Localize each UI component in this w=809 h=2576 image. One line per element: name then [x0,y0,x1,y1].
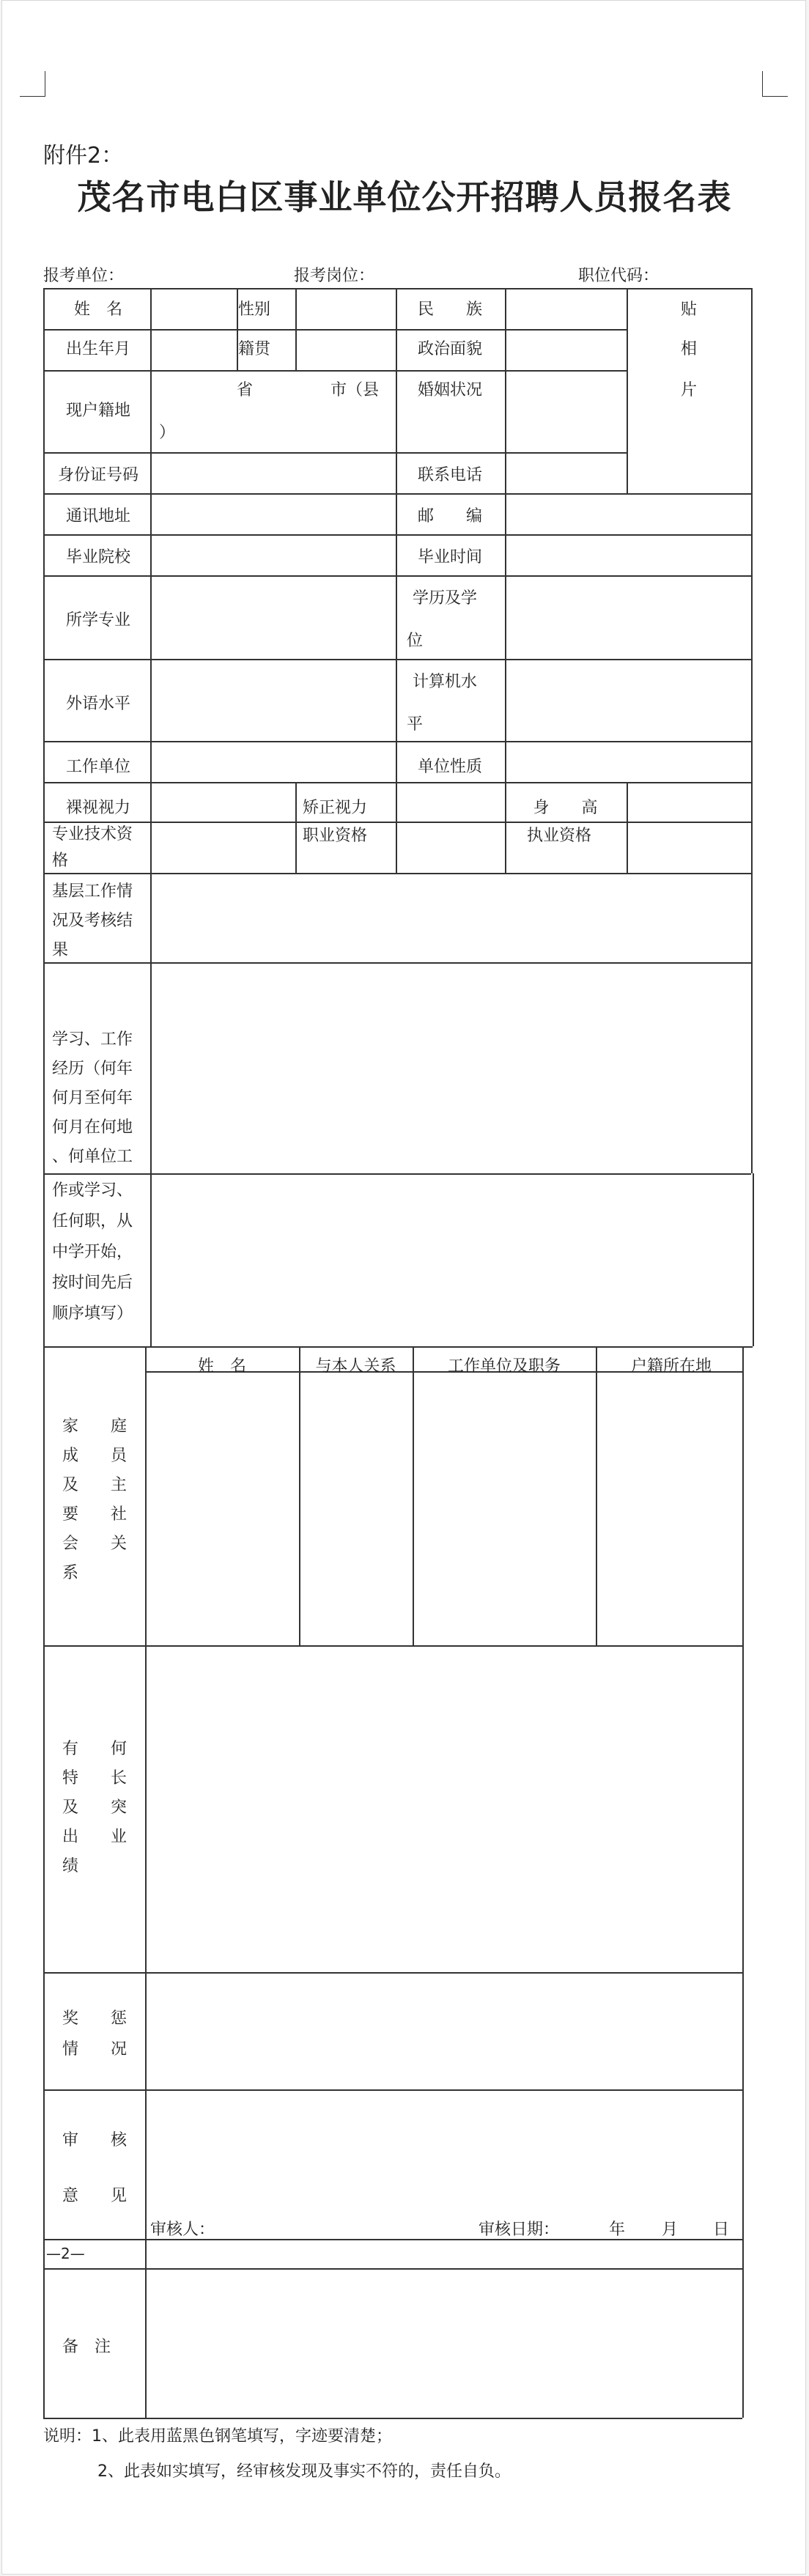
family-label-1: 家 庭 [62,1417,128,1436]
table-vline [742,1346,744,2418]
table-hline [43,2418,742,2419]
table-hline [43,370,627,372]
foreign-lang-label: 外语水平 [65,695,130,713]
header-unit-label: 报考单位： [43,267,125,285]
table-vline [43,288,45,1346]
remarks-label: 备 注 [62,2338,111,2356]
table-vline [505,288,506,493]
table-vline [150,288,152,1346]
resume-label-1: 学习、工作 [52,1030,133,1049]
family-label-3: 及 主 [62,1476,128,1494]
corrected-vision-label: 矫正视力 [303,799,368,817]
tech-quals-label-2: 格 [52,852,69,870]
table-hline [43,1173,751,1175]
practice-quals-label: 执业资格 [527,827,592,845]
table-hline [43,2268,742,2270]
computer-label-1: 计算机水 [413,673,478,691]
major-label: 所学专业 [65,611,130,630]
job-quals-label: 职业资格 [303,827,368,845]
photo-label-1: 贴 [680,300,697,319]
form-title: 茂名市电白区事业单位公开招聘人员报名表 [77,177,732,217]
reviewer-label: 审核人： [150,2221,215,2239]
tech-quals-label-1: 专业技术资 [52,825,133,844]
grad-time-label: 毕业时间 [417,548,482,567]
table-hline [43,2089,742,2091]
review-day-label: 日 [713,2221,730,2239]
attachment-label: 附件2： [43,143,124,169]
table-hline [43,741,751,742]
table-hline [43,873,751,874]
resume-label-5: 、何单位工 [52,1148,133,1166]
employer-label: 工作单位 [65,758,130,776]
table-vline [596,1346,597,1645]
resume-label-6: 作或学习、 [52,1181,133,1200]
table-vline [413,1346,414,1645]
resume-label-10: 顺序填写） [52,1304,133,1323]
family-col-household: 户籍所在地 [630,1357,712,1376]
grassroots-label-1: 基层工作情 [52,882,133,901]
strengths-label-4: 出 业 [62,1828,128,1846]
strengths-label-1: 有 何 [62,1740,128,1758]
postcode-label: 邮 编 [417,507,482,525]
table-vline [295,782,297,873]
note-line-1: 说明：1、此表用蓝黑色钢笔填写，字迹要清楚； [43,2427,392,2446]
crop-mark-top-right [762,71,788,97]
household-label: 现户籍地 [65,402,130,420]
note-line-2: 2、此表如实填写，经审核发现及事实不符的，责任自负。 [97,2462,511,2481]
table-hline [43,329,627,331]
table-hline [43,452,627,454]
grassroots-label-2: 况及考核结 [52,912,133,930]
table-hline [43,659,751,660]
strengths-label-5: 绩 [62,1857,79,1875]
header-post-label: 报考岗位： [294,267,375,285]
resume-label-9: 按时间先后 [52,1274,133,1292]
review-month-label: 月 [662,2221,679,2239]
table-vline [396,782,397,873]
document-page [1,0,806,2575]
table-vline [627,782,628,873]
strengths-label-2: 特 长 [62,1769,128,1787]
table-vline [299,1346,300,1645]
family-label-2: 成 员 [62,1447,128,1465]
table-hline [43,1346,742,1348]
table-vline [505,493,506,782]
computer-label-2: 平 [407,715,424,734]
address-label: 通讯地址 [65,507,130,525]
review-label-2: 意 见 [62,2187,128,2205]
photo-label-3: 片 [680,381,697,399]
phone-label: 联系电话 [417,466,482,484]
table-vline [295,288,297,370]
review-year-label: 年 [609,2221,626,2239]
table-hline [43,2239,742,2240]
table-vline [751,288,753,1173]
native-label: 籍贯 [238,340,271,358]
resume-label-3: 何月至何年 [52,1089,133,1107]
grassroots-label-3: 果 [52,941,69,959]
gender-label: 性别 [238,300,271,319]
table-hline [43,288,751,289]
table-hline [43,493,751,495]
naked-vision-label: 裸视视力 [65,799,130,817]
page-number: —2— [46,2245,85,2262]
crop-mark-top-left [20,71,45,97]
table-hline [43,1972,742,1974]
family-col-employer: 工作单位及职务 [447,1357,561,1376]
province-label: 省 [237,381,254,399]
ethnicity-label: 民 族 [417,300,482,319]
school-label: 毕业院校 [65,548,130,567]
height-label: 身 高 [533,799,598,817]
table-hline [43,962,751,964]
review-label-1: 审 核 [62,2131,128,2149]
table-hline [43,534,751,536]
name-label: 姓 名 [73,300,122,319]
employer-type-label: 单位性质 [417,758,482,776]
family-col-relation: 与本人关系 [315,1357,396,1376]
header-code-label: 职位代码： [578,267,660,285]
photo-label-2: 相 [680,340,697,358]
table-hline [43,575,751,577]
family-col-name: 姓 名 [197,1357,246,1376]
table-vline [753,1173,754,1346]
family-label-4: 要 社 [62,1505,128,1524]
city-label: 市（县 [330,381,380,399]
resume-label-4: 何月在何地 [52,1118,133,1137]
table-hline [43,1645,742,1647]
birth-label: 出生年月 [65,340,130,358]
degree-label-1: 学历及学 [413,589,478,608]
family-label-6: 系 [62,1564,79,1582]
strengths-label-3: 及 突 [62,1798,128,1817]
awards-label-2: 情 况 [62,2040,128,2059]
awards-label-1: 奖 惩 [62,2009,128,2028]
resume-label-2: 经历（何年 [52,1060,133,1078]
review-date-label: 审核日期： [479,2221,560,2239]
family-label-5: 会 关 [62,1535,128,1553]
political-label: 政治面貌 [417,340,482,358]
marital-label: 婚姻状况 [417,381,482,399]
table-vline [145,1346,147,2418]
table-vline [43,1346,45,2418]
city-close-label: ） [159,424,176,442]
degree-label-2: 位 [407,632,424,650]
resume-label-7: 任何职，从 [52,1212,133,1230]
id-number-label: 身份证号码 [57,466,138,484]
resume-label-8: 中学开始， [52,1243,133,1261]
